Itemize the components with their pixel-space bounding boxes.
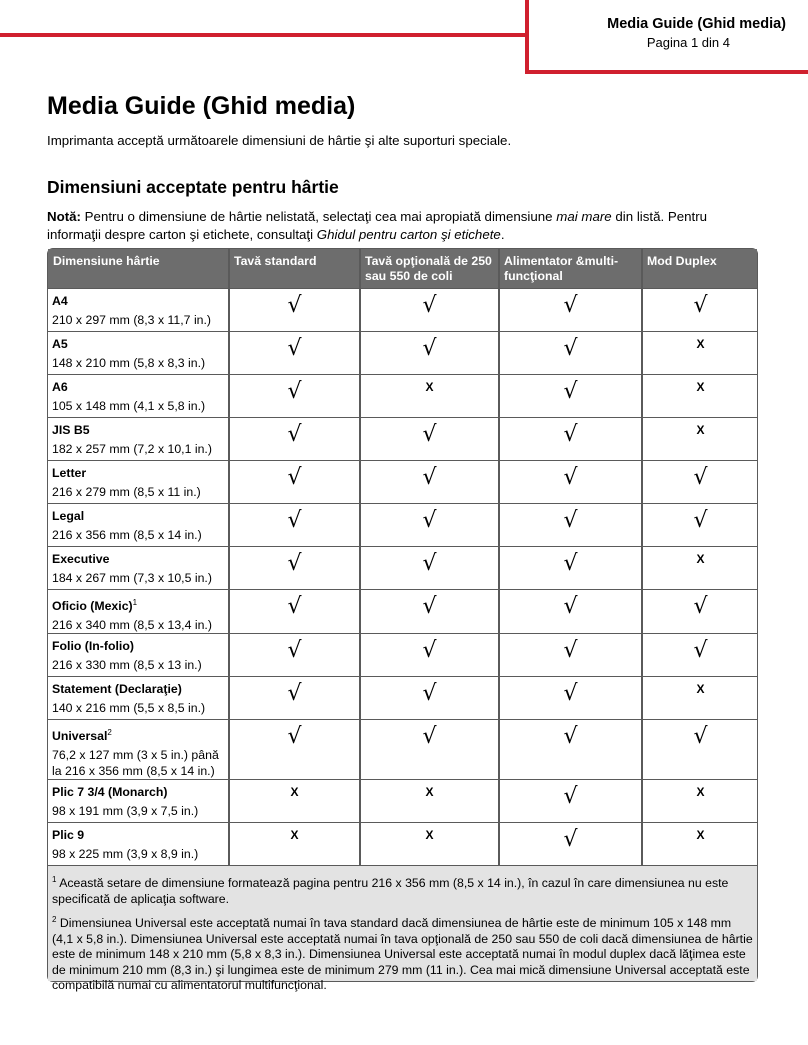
unsupported-x-mark: X	[696, 380, 705, 394]
footnote-number: 2	[52, 915, 57, 925]
paper-size-cell	[52, 380, 224, 414]
paper-size-dimensions: 216 x 356 mm (8,5 x 14 in.)	[52, 528, 202, 542]
supported-check-icon: √	[287, 724, 302, 749]
footnote-number: 1	[52, 875, 57, 884]
supported-check-icon: √	[422, 293, 437, 318]
table-row	[48, 589, 757, 634]
unsupported-x-mark: X	[696, 828, 705, 842]
supported-check-icon: √	[422, 638, 437, 663]
column-header-3: Alimentator &multi-funcţional	[504, 254, 619, 283]
paper-size-label: Oficio (Mexic)	[52, 599, 133, 614]
supported-check-icon: √	[287, 508, 302, 533]
note-emphasis-1: mai mare	[556, 209, 612, 224]
unsupported-x-mark: X	[696, 337, 705, 351]
supported-check-icon: √	[287, 293, 302, 318]
supported-check-icon: √	[563, 827, 578, 852]
paper-size-dimensions: 76,2 x 127 mm (3 x 5 in.) până la 216 x 356 mm (8,5 x 14 in.)	[52, 748, 219, 779]
unsupported-x-mark: X	[425, 785, 434, 799]
unsupported-x-mark: X	[425, 828, 434, 842]
supported-check-icon: √	[563, 508, 578, 533]
paper-size-cell	[52, 828, 224, 862]
footnote-1	[52, 872, 753, 907]
intro-text: Imprimanta acceptă următoarele dimensiuni de hârtie şi alte suporturi speciale.	[47, 133, 512, 148]
note-text-2: din listă. Pentru informaţii despre carton şi etichete, consultaţi	[47, 209, 708, 242]
paper-size-dimensions: 216 x 279 mm (8,5 x 11 in.)	[52, 485, 201, 499]
supported-check-icon: √	[563, 724, 578, 749]
column-divider	[498, 249, 500, 865]
note-guide-link: Ghidul pentru carton şi etichete	[316, 227, 501, 242]
paper-size-dimensions: 216 x 340 mm (8,5 x 13,4 in.)	[52, 618, 212, 633]
table-row	[48, 676, 757, 720]
supported-check-icon: √	[422, 336, 437, 361]
running-header-title: Media Guide (Ghid media)	[607, 16, 786, 32]
note-text-1: Pentru o dimensiune de hârtie nelistată, selectaţi cea mai apropiată dimensiune	[80, 209, 557, 224]
supported-check-icon: √	[693, 594, 708, 619]
paper-size-dimensions: 98 x 191 mm (3,9 x 7,5 in.)	[52, 804, 199, 818]
paper-size-name	[52, 466, 224, 481]
paper-size-cell	[52, 337, 224, 371]
supported-check-icon: √	[287, 551, 302, 576]
table-row	[48, 633, 757, 677]
supported-check-icon: √	[563, 465, 578, 490]
supported-check-icon: √	[563, 551, 578, 576]
table-row	[48, 503, 757, 547]
supported-check-icon: √	[563, 594, 578, 619]
table-row	[48, 331, 757, 375]
supported-check-icon: √	[693, 724, 708, 749]
paper-size-label: Executive	[52, 552, 110, 566]
footnote-text: Dimensiunea Universal este acceptată numai în tava standard dacă dimensiunea de hârtie este de minimum 105 x 148 mm (4,1 x 5,8 in.). Dimensiunea Universal este acceptată numai în tava opţională de 250 sau 550 de coli dacă dimensiunea de hârtie este de minimum 148 x 210 mm (5,8 x 8,3 in.). Dimensiunea Universal este acceptată numai în modul duplex dacă lăţimea este de minimum 210 mm (8,3 in.) şi lungimea este de minimum 279 mm (11 in.). Cea mai mică dimensiune Universal acceptată este compatibilă numai cu alimentatorul multifuncţional.	[52, 916, 753, 993]
paper-size-cell	[52, 466, 224, 500]
supported-check-icon: √	[422, 508, 437, 533]
table-row	[48, 546, 757, 590]
paper-size-dimensions: 98 x 225 mm (3,9 x 8,9 in.)	[52, 847, 199, 861]
note-paragraph	[47, 208, 759, 244]
paper-size-label: Plic 9	[52, 828, 85, 842]
unsupported-x-mark: X	[290, 828, 299, 842]
supported-check-icon: √	[563, 336, 578, 361]
supported-check-icon: √	[422, 594, 437, 619]
paper-size-label: Legal	[52, 509, 85, 523]
column-header-2: Tavă opţională de 250 sau 550 de coli	[365, 254, 492, 283]
supported-check-icon: √	[563, 379, 578, 404]
paper-size-cell	[52, 552, 224, 586]
footnote-ref: 1	[132, 598, 138, 607]
note-text-3: .	[500, 227, 505, 242]
footnote-ref: 2	[107, 728, 112, 737]
paper-size-name	[52, 552, 224, 567]
table-row	[48, 719, 757, 780]
paper-size-dimensions: 210 x 297 mm (8,3 x 11,7 in.)	[52, 313, 212, 327]
paper-size-name	[52, 380, 224, 395]
paper-size-name	[52, 725, 224, 744]
supported-check-icon: √	[563, 681, 578, 706]
paper-size-cell	[52, 423, 224, 457]
supported-check-icon: √	[563, 638, 578, 663]
paper-size-dimensions: 184 x 267 mm (7,3 x 10,5 in.)	[52, 571, 212, 585]
paper-size-label: JIS B5	[52, 423, 90, 437]
paper-size-cell	[52, 595, 224, 633]
paper-size-label: Universal	[52, 729, 108, 744]
supported-check-icon: √	[287, 336, 302, 361]
supported-check-icon: √	[287, 638, 302, 663]
paper-size-label: Plic 7 3/4 (Monarch)	[52, 785, 168, 799]
paper-size-cell	[52, 682, 224, 716]
unsupported-x-mark: X	[696, 682, 705, 696]
paper-size-label: A6	[52, 380, 68, 394]
document-title: Media Guide (Ghid media)	[47, 92, 356, 120]
paper-size-label: A5	[52, 337, 68, 351]
header-rule-vertical	[525, 0, 529, 74]
column-divider	[641, 249, 643, 865]
supported-check-icon: √	[563, 784, 578, 809]
paper-size-cell	[52, 725, 224, 779]
paper-size-label: Letter	[52, 466, 87, 480]
supported-check-icon: √	[287, 379, 302, 404]
supported-check-icon: √	[422, 422, 437, 447]
paper-size-name	[52, 337, 224, 352]
table-row	[48, 460, 757, 504]
paper-size-table	[47, 248, 758, 993]
footnote-text: Această setare de dimensiune formatează pagina pentru 216 x 356 mm (8,5 x 14 in.), în cazul în care dimensiunea nu este specificată de aplicaţia software.	[52, 876, 729, 906]
supported-check-icon: √	[422, 551, 437, 576]
header-rule-right	[525, 70, 808, 74]
unsupported-x-mark: X	[696, 423, 705, 437]
page-number: Pagina 1 din 4	[646, 35, 730, 50]
paper-size-dimensions: 148 x 210 mm (5,8 x 8,3 in.)	[52, 356, 206, 370]
column-divider	[359, 249, 361, 865]
paper-size-dimensions: 216 x 330 mm (8,5 x 13 in.)	[52, 658, 202, 672]
supported-check-icon: √	[287, 594, 302, 619]
paper-size-cell	[52, 509, 224, 543]
supported-check-icon: √	[693, 465, 708, 490]
paper-size-label: A4	[52, 294, 68, 308]
paper-size-label: Folio (In-folio)	[52, 639, 134, 653]
column-header-4: Mod Duplex	[647, 254, 717, 268]
paper-size-cell	[52, 785, 224, 819]
supported-check-icon: √	[693, 293, 708, 318]
paper-size-cell	[52, 639, 224, 673]
paper-size-dimensions: 182 x 257 mm (7,2 x 10,1 in.)	[52, 442, 212, 456]
supported-check-icon: √	[422, 465, 437, 490]
unsupported-x-mark: X	[696, 785, 705, 799]
table-row	[48, 822, 757, 866]
table-row	[48, 288, 757, 332]
table-row	[48, 779, 757, 823]
supported-check-icon: √	[693, 508, 708, 533]
unsupported-x-mark: X	[696, 552, 705, 566]
paper-size-dimensions: 140 x 216 mm (5,5 x 8,5 in.)	[52, 701, 206, 715]
supported-check-icon: √	[693, 638, 708, 663]
paper-size-name	[52, 294, 224, 309]
supported-check-icon: √	[563, 422, 578, 447]
supported-check-icon: √	[563, 293, 578, 318]
column-header-0: Dimensiune hârtie	[53, 254, 160, 268]
paper-size-name	[52, 595, 224, 614]
table-row	[48, 417, 757, 461]
paper-size-name	[52, 785, 224, 800]
paper-size-dimensions: 105 x 148 mm (4,1 x 5,8 in.)	[52, 399, 206, 413]
table-footnotes	[48, 865, 757, 993]
paper-size-name	[52, 639, 224, 654]
supported-check-icon: √	[422, 724, 437, 749]
paper-size-name	[52, 423, 224, 438]
column-divider	[228, 249, 230, 865]
paper-size-label: Statement (Declaraţie)	[52, 682, 182, 696]
supported-check-icon: √	[287, 422, 302, 447]
table-header	[48, 249, 757, 288]
table-row	[48, 374, 757, 418]
supported-check-icon: √	[287, 465, 302, 490]
paper-size-cell	[52, 294, 224, 328]
paper-size-name	[52, 509, 224, 524]
paper-size-name	[52, 828, 224, 843]
supported-check-icon: √	[422, 681, 437, 706]
note-label: Notă:	[47, 209, 81, 224]
column-header-1: Tavă standard	[234, 254, 317, 268]
supported-check-icon: √	[287, 681, 302, 706]
unsupported-x-mark: X	[425, 380, 434, 394]
footnote-2	[52, 912, 753, 994]
paper-size-name	[52, 682, 224, 697]
unsupported-x-mark: X	[290, 785, 299, 799]
header-rule-left	[0, 33, 527, 37]
section-heading: Dimensiuni acceptate pentru hârtie	[47, 177, 339, 197]
